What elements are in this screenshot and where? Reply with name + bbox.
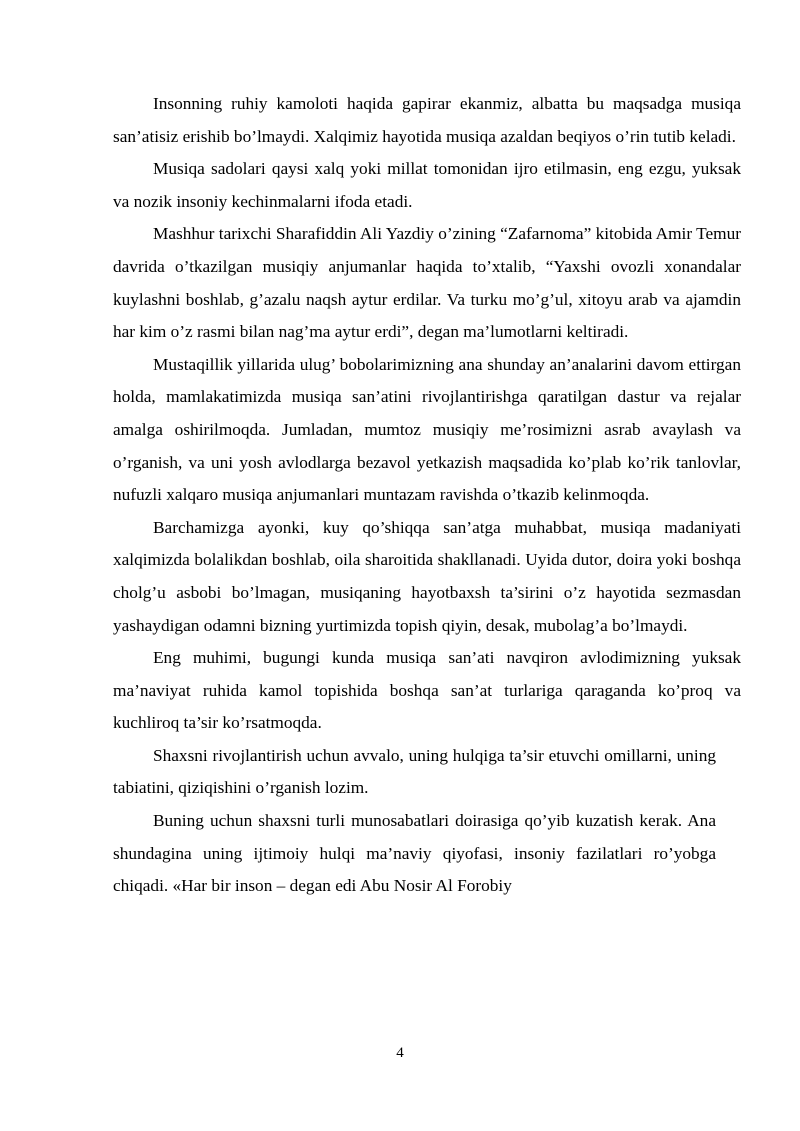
paragraph-2: Musiqa sadolari qaysi xalq yoki millat tomonidan ijro etilmasin, eng ezgu, yuksak va nozik insoniy kechinmalarni ifoda etadi. (113, 159, 741, 211)
paragraph-3: Mashhur tarixchi Sharafiddin Ali Yazdiy o’zining “Zafarnoma” kitobida Amir Temur davrida o’tkazilgan musiqiy anjumanlar haqida to’xtalib, “Yaxshi ovozli xonandalar kuylashni boshlab, g’azalu naqsh aytur erdilar. Va turku mo’g’ul, xitoyu arab va ajamdin har kim o’z rasmi bilan nag’ma aytur erdi”, degan ma’lumotlarni keltiradi. (113, 224, 741, 342)
page-number: 4 (396, 1045, 404, 1061)
paragraph-4: Mustaqillik yillarida ulug’ bobolarimizning ana shunday an’analarini davom ettirgan holda, mamlakatimizda musiqa san’atini rivojlantirishga qaratilgan dastur va rejalar amalga oshirilmoqda. Jumladan, mumtoz musiqiy me’rosimizni asrab avaylash va o’rganish, va uni yosh avlodlarga bezavol yetkazish maqsadida ko’plab ko’rik tanlovlar, nufuzli xalqaro musiqa anjumanlari muntazam ravishda o’tkazib kelinmoqda. (113, 354, 741, 505)
paragraph-7: Shaxsni rivojlantirish uchun avvalo, uning hulqiga ta’sir etuvchi omillarni, uning tabiatini, qiziqishini o’rganish lozim. (113, 745, 716, 798)
document-page (113, 88, 741, 903)
paragraph-5: Barchamizga ayonki, kuy qo’shiqqa san’atga muhabbat, musiqa madaniyati xalqimizda bolalikdan boshlab, oila sharoitida shakllanadi. Uyida dutor, doira yoki boshqa cholg’u asbobi bo’lmagan, musiqaning hayotbaxsh ta’sirini o’z hayotida sezmasdan yashaydigan odamni bizning yurtimizda topish qiyin, desak, mubolag’a bo’lmaydi. (113, 517, 741, 635)
paragraph-1: Insonning ruhiy kamoloti haqida gapirar ekanmiz, albatta bu maqsadga musiqa san’atisiz erishib bo’lmaydi. Xalqimiz hayotida musiqa azaldan beqiyos o’rin tutib keladi. (113, 94, 741, 146)
paragraph-8: Buning uchun shaxsni turli munosabatlari doirasiga qo’yib kuzatish kerak. Ana shundagina uning ijtimoiy hulqi ma’naviy qiyofasi, insoniy fazilatlari ro’yobga chiqadi. «Har bir inson – degan edi Abu Nosir Al Forobiy (113, 811, 716, 896)
paragraph-6: Eng muhimi, bugungi kunda musiqa san’ati navqiron avlodimizning yuksak ma’naviyat ruhida kamol topishida boshqa san’at turlariga qaraganda ko’proq va kuchliroq ta’sir ko’rsatmoqda. (113, 648, 741, 733)
